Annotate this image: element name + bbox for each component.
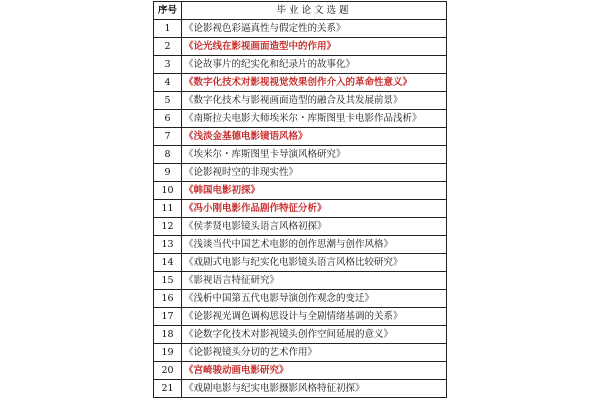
- row-number: 16: [154, 290, 182, 308]
- table-row: [154, 74, 447, 92]
- row-number: 2: [154, 38, 182, 56]
- row-number: 8: [154, 146, 182, 164]
- row-number: 13: [154, 236, 182, 254]
- topic-rows: [154, 20, 447, 398]
- table-row: [154, 308, 447, 326]
- topic-title: 《论数字化技术对影视镜头创作空间延展的意义》: [182, 326, 447, 344]
- table-row: [154, 56, 447, 74]
- row-number: 15: [154, 272, 182, 290]
- table-row: [154, 236, 447, 254]
- header-row: [154, 2, 447, 20]
- title-column-header: 毕业论文选题: [182, 2, 447, 20]
- row-number: 20: [154, 362, 182, 380]
- row-number: 10: [154, 182, 182, 200]
- table-row: [154, 146, 447, 164]
- table-row: [154, 128, 447, 146]
- row-number: 3: [154, 56, 182, 74]
- table-row: [154, 164, 447, 182]
- topic-title: 《论影视镜头分切的艺术作用》: [182, 344, 447, 362]
- topic-title: 《论影视色彩逼真性与假定性的关系》: [182, 20, 447, 38]
- row-number: 6: [154, 110, 182, 128]
- table-row: [154, 380, 447, 398]
- topic-title: 《浅析中国第五代电影导演创作观念的变迁》: [182, 290, 447, 308]
- table-row: [154, 182, 447, 200]
- highlighted-topic-title: 《宫崎骏动画电影研究》: [182, 362, 447, 380]
- topic-title: 《戏剧电影与纪实电影摄影风格特征初探》: [182, 380, 447, 398]
- thesis-topic-sheet: [153, 1, 446, 398]
- row-number: 5: [154, 92, 182, 110]
- row-number: 1: [154, 20, 182, 38]
- row-number: 14: [154, 254, 182, 272]
- row-number: 11: [154, 200, 182, 218]
- topic-title: 《论影视光调色调构思设计与全剧情绪基调的关系》: [182, 308, 447, 326]
- table-row: [154, 362, 447, 380]
- table-row: [154, 38, 447, 56]
- table-row: [154, 326, 447, 344]
- table-row: [154, 272, 447, 290]
- topic-title: 《侯孝贤电影镜头语言风格初探》: [182, 218, 447, 236]
- table-row: [154, 200, 447, 218]
- row-number: 7: [154, 128, 182, 146]
- highlighted-topic-title: 《论光线在影视画面造型中的作用》: [182, 38, 447, 56]
- table-row: [154, 110, 447, 128]
- table-row: [154, 92, 447, 110]
- row-number: 21: [154, 380, 182, 398]
- table-row: [154, 290, 447, 308]
- index-column-header: 序号: [154, 2, 182, 20]
- row-number: 12: [154, 218, 182, 236]
- table-row: [154, 218, 447, 236]
- thesis-topic-table: [153, 1, 447, 398]
- table-row: [154, 254, 447, 272]
- topic-title: 《论故事片的纪实化和纪录片的故事化》: [182, 56, 447, 74]
- row-number: 17: [154, 308, 182, 326]
- topic-title: 《浅谈当代中国艺术电影的创作思潮与创作风格》: [182, 236, 447, 254]
- topic-title: 《论影视时空的非现实性》: [182, 164, 447, 182]
- highlighted-topic-title: 《浅淡金基德电影镜语风格》: [182, 128, 447, 146]
- highlighted-topic-title: 《冯小刚电影作品剧作特征分析》: [182, 200, 447, 218]
- row-number: 18: [154, 326, 182, 344]
- topic-title: 《南斯拉夫电影大师埃米尔・库斯图里卡电影作品浅析》: [182, 110, 447, 128]
- topic-title: 《影视语言特征研究》: [182, 272, 447, 290]
- topic-title: 《戏剧式电影与纪实化电影镜头语言风格比较研究》: [182, 254, 447, 272]
- row-number: 4: [154, 74, 182, 92]
- highlighted-topic-title: 《韩国电影初探》: [182, 182, 447, 200]
- row-number: 9: [154, 164, 182, 182]
- topic-title: 《埃米尔・库斯图里卡导演风格研究》: [182, 146, 447, 164]
- table-row: [154, 344, 447, 362]
- table-row: [154, 20, 447, 38]
- topic-title: 《数字化技术与影视画面造型的融合及其发展前景》: [182, 92, 447, 110]
- highlighted-topic-title: 《数字化技术对影视视觉效果创作介入的革命性意义》: [182, 74, 447, 92]
- row-number: 19: [154, 344, 182, 362]
